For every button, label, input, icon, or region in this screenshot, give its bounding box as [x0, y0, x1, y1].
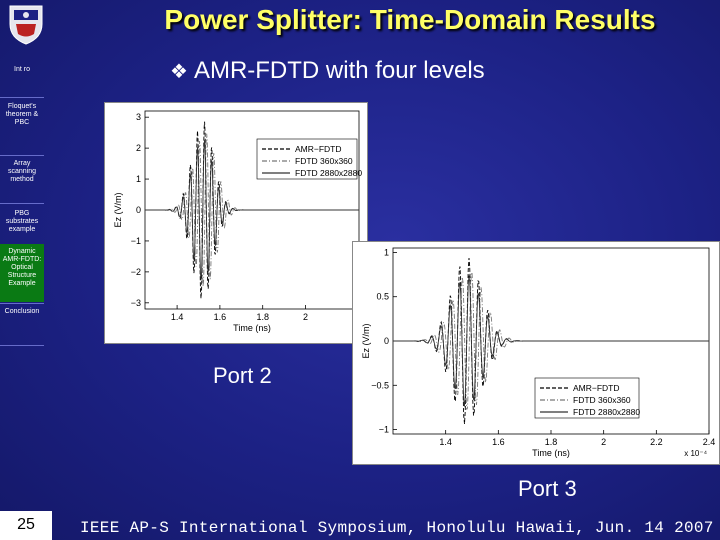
nav-item-dynamic-amr[interactable]: Dynamic AMR-FDTD: Optical Structure Example [0, 244, 44, 302]
x-axis-label: Time (ns) [233, 323, 271, 333]
chart-legend [257, 139, 362, 179]
port2-chart [105, 103, 367, 343]
nav-item-pbg[interactable]: PBG substrates example [5, 210, 39, 233]
bullet-point: ❖ AMR-FDTD with four levels [170, 57, 485, 84]
legend-label: FDTD 2880x2880 [573, 407, 641, 417]
x-multiplier-label: x 10⁻⁴ [684, 449, 707, 458]
diamond-bullet-icon: ❖ [170, 61, 188, 83]
y-tick-label: −1 [130, 235, 141, 246]
x-tick-label: 1.8 [544, 437, 558, 447]
y-tick-label: 0.5 [376, 291, 389, 302]
slide-title: Power Splitter: Time-Domain Results [164, 4, 656, 35]
port3-chart [353, 242, 719, 464]
x-tick-label: 1.6 [213, 312, 227, 322]
chart-legend [535, 378, 640, 418]
legend-label: FDTD 360x360 [295, 156, 353, 166]
port2-caption: Port 2 [213, 363, 272, 388]
y-tick-label: −3 [130, 297, 141, 308]
y-tick-label: 1 [135, 174, 141, 185]
y-tick-label: 2 [135, 143, 141, 154]
x-tick-label: 1.8 [256, 312, 269, 322]
x-axis-label: Time (ns) [532, 448, 570, 458]
y-axis-label: Ez (V/m) [113, 192, 123, 228]
y-tick-label: −2 [130, 266, 141, 277]
port3-plot [352, 241, 720, 465]
legend-label: AMR−FDTD [573, 383, 620, 393]
nav-divider [0, 155, 44, 156]
x-tick-label: 2.4 [702, 437, 716, 447]
nav-item-intro[interactable]: Int ro [14, 66, 30, 73]
nav-divider [0, 203, 44, 204]
y-tick-label: 3 [135, 112, 141, 123]
port2-plot [104, 102, 368, 344]
y-tick-label: 1 [383, 247, 389, 258]
nav-item-floquet[interactable]: Floquet's theorem & PBC [5, 103, 39, 126]
nav-divider [0, 303, 44, 304]
y-tick-label: 0 [383, 336, 389, 346]
nav-divider [0, 97, 44, 98]
legend-label: AMR−FDTD [295, 144, 342, 154]
y-tick-label: −0.5 [371, 380, 389, 391]
x-tick-label: 2 [302, 312, 309, 322]
x-tick-label: 2 [601, 437, 607, 447]
y-tick-label: −1 [378, 424, 389, 435]
nav-item-conclusion[interactable]: Conclusion [4, 308, 40, 315]
x-tick-label: 2.2 [650, 437, 663, 447]
university-crest-icon [6, 2, 46, 46]
footer-text: IEEE AP-S International Symposium, Honolulu Hawaii, Jun. 14 2007 [80, 519, 714, 537]
port3-caption: Port 3 [518, 476, 577, 501]
legend-label: FDTD 360x360 [573, 395, 631, 405]
nav-item-array-scanning[interactable]: Array scanning method [7, 160, 37, 183]
y-tick-label: 0 [135, 205, 141, 215]
x-tick-label: 1.4 [439, 437, 452, 447]
y-axis-label: Ez (V/m) [361, 323, 371, 359]
x-tick-label: 1.6 [492, 437, 505, 447]
nav-divider [0, 345, 44, 346]
x-tick-label: 1.4 [170, 312, 184, 322]
page-number: 25 [17, 516, 35, 533]
legend-label: FDTD 2880x2880 [295, 168, 363, 178]
